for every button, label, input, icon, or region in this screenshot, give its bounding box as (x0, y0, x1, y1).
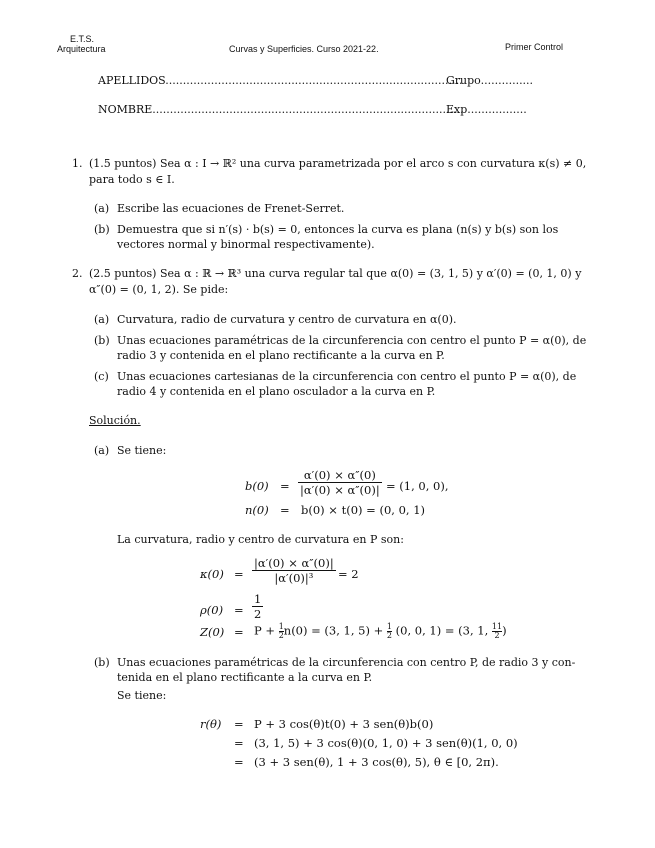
eq-z-half-den: 2 (278, 631, 284, 640)
eq-r-equals-1: = (234, 717, 244, 731)
eq-kappa-fraction (252, 556, 336, 585)
problem-2b-line1: Unas ecuaciones paramétricas de la circunferencia con centro el punto P = α(0), de (117, 334, 587, 347)
eq-rho-denominator: 2 (254, 607, 262, 621)
eq-z-equals: = (234, 625, 244, 639)
eq-kappa-result: = 2 (338, 567, 359, 581)
eq-z-mid: n(0) = (3, 1, 5) + (283, 623, 384, 638)
eq-z-p: P + (254, 623, 276, 638)
problem-2a-text: Curvatura, radio de curvatura y centro de curvatura en α(0). (117, 313, 457, 326)
eq-r-line2: (3, 1, 5) + 3 cos(θ)(0, 1, 0) + 3 sen(θ)(1, 0, 0) (254, 736, 518, 750)
solution-b-line1: Unas ecuaciones paramétricas de la circunferencia con centro P, de radio 3 y con- (117, 656, 576, 669)
eq-b0-equals: = (280, 479, 290, 493)
problem-2-number: 2. (72, 267, 83, 280)
solution-a-label: (a) (94, 444, 110, 457)
problem-2c-line2: radio 4 y contenida en el plano osculador a la curva en P. (117, 385, 436, 398)
solution-b-label: (b) (94, 656, 110, 669)
exp-field: Exp................. (446, 103, 527, 116)
eq-kappa-numerator: |α′(0) × α″(0)| (254, 556, 334, 570)
problem-1b-line1: Demuestra que si n′(s) · b(s) = 0, entonces la curva es plana (n(s) y b(s) son los (117, 223, 559, 236)
eq-b0-result: = (1, 0, 0), (386, 479, 449, 493)
apellidos-field: APELLIDOS..................................................................................... (98, 74, 463, 87)
eq-kappa-lhs: κ(0) (200, 567, 224, 581)
header-left-arquitectura: Arquitectura (57, 44, 106, 54)
eq-r-line1: P + 3 cos(θ)t(0) + 3 sen(θ)b(0) (254, 717, 434, 731)
problem-2b-label: (b) (94, 334, 110, 347)
eq-b0-fraction (298, 468, 382, 497)
problem-2b-line2: radio 3 y contenida en el plano rectificante a la curva en P. (117, 349, 445, 362)
eq-z-half2-den: 2 (386, 631, 393, 640)
eq-rho-fraction (252, 592, 263, 621)
eq-kappa-denominator: |α′(0)|³ (252, 570, 336, 585)
problem-1b-line2: vectores normal y binormal respectivamente). (117, 238, 375, 251)
eq-z-frac-den: 2 (492, 631, 502, 640)
eq-z-rhs (254, 623, 507, 640)
eq-z-frac-num: 11 (491, 622, 503, 631)
eq-z-lhs: Z(0) (200, 625, 225, 639)
header-left-ets: E.T.S. (70, 34, 95, 44)
problem-1-statement-line2: para todo s ∈ I. (89, 173, 175, 186)
eq-rho-lhs: ρ(0) (200, 603, 224, 617)
eq-rho-equals: = (234, 603, 244, 617)
eq-r-lhs: r(θ) (200, 717, 222, 731)
eq-n0-lhs: n(0) (245, 503, 269, 517)
eq-kappa-equals: = (234, 567, 244, 581)
eq-z-end: (0, 0, 1) = (3, 1, (395, 623, 489, 638)
eq-z-half-num: 1 (278, 622, 284, 631)
curvature-intro: La curvatura, radio y centro de curvatura en P son: (117, 533, 404, 546)
problem-1a-text: Escribe las ecuaciones de Frenet-Serret. (117, 202, 345, 215)
problem-2a-label: (a) (94, 313, 110, 326)
problem-2c-line1: Unas ecuaciones cartesianas de la circunferencia con centro el punto P = α(0), de (117, 370, 577, 383)
nombre-field: NOMBRE......................................................................................... (98, 103, 464, 116)
eq-z-half2-num: 1 (386, 622, 393, 631)
solution-heading: Solución. (89, 414, 141, 427)
problem-2-statement-line2: α″(0) = (0, 1, 2). Se pide: (89, 283, 229, 296)
header-right-control: Primer Control (505, 42, 564, 52)
grupo-field: Grupo............... (446, 74, 534, 87)
problem-1b-label: (b) (94, 223, 110, 236)
eq-n0-equals: = (280, 503, 290, 517)
eq-b0-lhs: b(0) (245, 479, 269, 493)
header-center-course: Curvas y Superficies. Curso 2021-22. (229, 44, 379, 54)
problem-1-statement-line1: (1.5 puntos) Sea α : I → ℝ² una curva parametrizada por el arco s con curvatura κ(s) ≠ 0, (89, 157, 587, 170)
eq-rho-numerator: 1 (254, 592, 262, 606)
eq-n0-rhs: b(0) × t(0) = (0, 0, 1) (301, 503, 426, 517)
problem-2c-label: (c) (94, 370, 109, 383)
solution-a-intro: Se tiene: (117, 444, 167, 457)
eq-b0-denominator: |α′(0) × α″(0)| (300, 483, 380, 497)
eq-z-close: ) (502, 623, 507, 638)
eq-r-equals-2: = (234, 736, 244, 750)
eq-b0-numerator: α′(0) × α″(0) (303, 468, 376, 482)
solution-b-line2: tenida en el plano rectificante a la curva en P. (117, 671, 373, 684)
solution-b-intro: Se tiene: (117, 689, 167, 702)
eq-r-equals-3: = (234, 755, 244, 769)
eq-r-line3: (3 + 3 sen(θ), 1 + 3 cos(θ), 5), θ ∈ [0, 2π). (254, 755, 499, 769)
problem-1-number: 1. (72, 157, 83, 170)
problem-1a-label: (a) (94, 202, 110, 215)
problem-2-statement-line1: (2.5 puntos) Sea α : ℝ → ℝ³ una curva regular tal que α(0) = (3, 1, 5) y α′(0) = (0, 1, 0) y (89, 267, 582, 280)
